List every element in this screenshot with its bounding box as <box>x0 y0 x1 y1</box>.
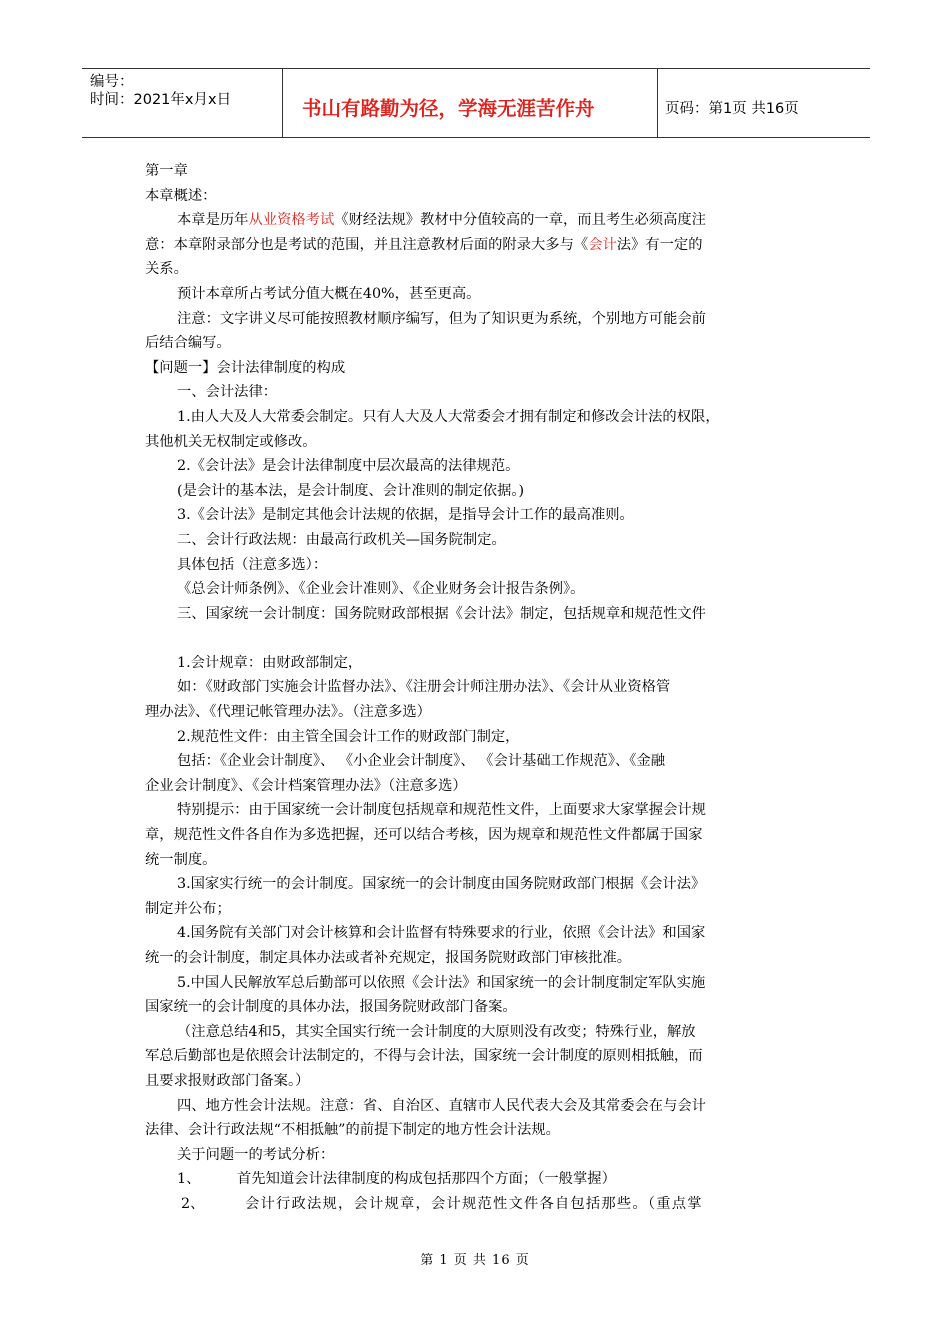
paragraph-line: 且要求报财政部门备案。） <box>145 1072 310 1089</box>
paragraph-line: 包括：《企业会计制度》、 《小企业会计制度》、 《会计基础工作规范》、《金融 <box>177 753 666 770</box>
paragraph-line: 关系。 <box>145 261 188 278</box>
list-item <box>145 1192 815 1217</box>
question-heading: 【问题一】会计法律制度的构成 <box>145 359 346 376</box>
overview-heading: 本章概述： <box>145 187 217 204</box>
text-run: 本章是历年 <box>177 212 249 229</box>
paragraph-line: 4.国务院有关部门对会计核算和会计监督有特殊要求的行业，依照《会计法》和国家 <box>177 925 706 942</box>
paragraph-line: 法律、会计行政法规“不相抵触”的前提下制定的地方性会计法规。 <box>145 1122 560 1139</box>
paragraph-line: 理办法》、《代理记帐管理办法》。（注意多选） <box>145 704 431 721</box>
accounting-link[interactable]: 会计 <box>588 236 617 253</box>
paragraph-line: 注意：文字讲义尽可能按照教材顺序编写，但为了知识更为系统，个别地方可能会前 <box>177 310 706 327</box>
paragraph-line: 2.规范性文件：由主管全国会计工作的财政部门制定， <box>177 728 520 745</box>
header-motto: 书山有路勤为径，学海无涯苦作舟 <box>302 97 595 120</box>
paragraph-line: 其他机关无权制定或修改。 <box>145 433 317 450</box>
paragraph-line: 特别提示：由于国家统一会计制度包括规章和规范性文件，上面要求大家掌握会计规 <box>177 802 706 819</box>
exam-link[interactable]: 从业资格考试 <box>248 212 335 229</box>
date-label: 时间：2021年x月x日 <box>90 92 232 108</box>
paragraph-line: 3.《会计法》是制定其他会计法规的依据，是指导会计工作的最高准则。 <box>177 507 634 524</box>
header-page-info: 页码：第1页 共16页 <box>665 101 799 117</box>
header-divider <box>657 69 658 137</box>
header-divider <box>282 69 283 137</box>
paragraph-line: 制定并公布； <box>145 900 231 917</box>
serial-label: 编号： <box>90 74 134 90</box>
paragraph-line: 章，规范性文件各自作为多选把握，还可以结合考核，因为规章和规范性文件都属于国家 <box>145 827 703 844</box>
paragraph-line <box>145 233 815 258</box>
section-heading: 一、会计法律： <box>177 384 278 401</box>
section-heading: 四、地方性会计法规。注意：省、自治区、直辖市人民代表大会及其常委会在与会计 <box>177 1097 706 1114</box>
text-run: 意：本章附录部分也是考试的范围，并且注意教材后面的附录大多与《 <box>145 236 589 253</box>
list-text: 首先知道会计法律制度的构成包括那四个方面；（一般掌握） <box>237 1171 616 1188</box>
paragraph-line: 后结合编写。 <box>145 335 231 352</box>
text-run: 法》有一定的 <box>616 236 703 253</box>
analysis-heading: 关于问题一的考试分析： <box>177 1146 335 1163</box>
paragraph-line <box>145 208 815 233</box>
page-footer: 第 1 页 共 16 页 <box>420 1253 530 1268</box>
paragraph-line: 企业会计制度》、《会计档案管理办法》（注意多选） <box>145 777 467 794</box>
paragraph-line: 统一制度。 <box>145 851 217 868</box>
list-number: 1、 <box>177 1171 201 1188</box>
section-heading: 二、会计行政法规：由最高行政机关—国务院制定。 <box>177 531 506 548</box>
header-table <box>82 68 870 138</box>
paragraph-line: 军总后勤部也是依照会计法制定的，不得与会计法，国家统一会计制度的原则相抵触，而 <box>145 1048 703 1065</box>
text-run: 《财经法规》教材中分值较高的一章，而且考生必须高度注 <box>334 212 706 229</box>
paragraph-line: 具体包括（注意多选）： <box>177 556 328 573</box>
list-text: 会计行政法规，会计规章，会计规范性文件各自包括那些。（重点掌 <box>245 1195 703 1212</box>
list-item <box>145 1167 815 1192</box>
paragraph-line: 1.会计规章：由财政部制定， <box>177 654 363 671</box>
paragraph-line: (是会计的基本法，是会计制度、会计准则的制定依据。) <box>177 482 525 499</box>
list-number: 2、 <box>181 1195 205 1212</box>
paragraph-line: 2.《会计法》是会计法律制度中层次最高的法律规范。 <box>177 458 520 475</box>
paragraph-line: （注意总结4和5，其实全国实行统一会计制度的大原则没有改变；特殊行业，解放 <box>177 1023 696 1040</box>
paragraph-line: 《总会计师条例》、《企业会计准则》、《企业财务会计报告条例》。 <box>177 581 585 598</box>
paragraph-line: 预计本章所占考试分值大概在40%，甚至更高。 <box>177 285 481 302</box>
header-meta <box>90 73 231 109</box>
paragraph-line: 国家统一的会计制度的具体办法，报国务院财政部门备案。 <box>145 999 517 1016</box>
paragraph-line: 统一的会计制度，制定具体办法或者补充规定，报国务院财政部门审核批准。 <box>145 950 632 966</box>
paragraph-line: 如：《财政部门实施会计监督办法》、《注册会计师注册办法》、《会计从业资格管 <box>177 679 671 696</box>
chapter-title: 第一章 <box>145 163 188 179</box>
paragraph-line: 3.国家实行统一的会计制度。国家统一的会计制度由国务院财政部门根据《会计法》 <box>177 876 706 893</box>
paragraph-line: 1.由人大及人大常委会制定。只有人大及人大常委会才拥有制定和修改会计法的权限， <box>177 408 720 425</box>
document-body <box>145 159 815 1217</box>
paragraph-line: 5.中国人民解放军总后勤部可以依照《会计法》和国家统一的会计制度制定军队实施 <box>177 974 706 991</box>
section-heading: 三、国家统一会计制度：国务院财政部根据《会计法》制定，包括规章和规范性文件 <box>177 605 706 622</box>
blank-line <box>145 626 815 651</box>
